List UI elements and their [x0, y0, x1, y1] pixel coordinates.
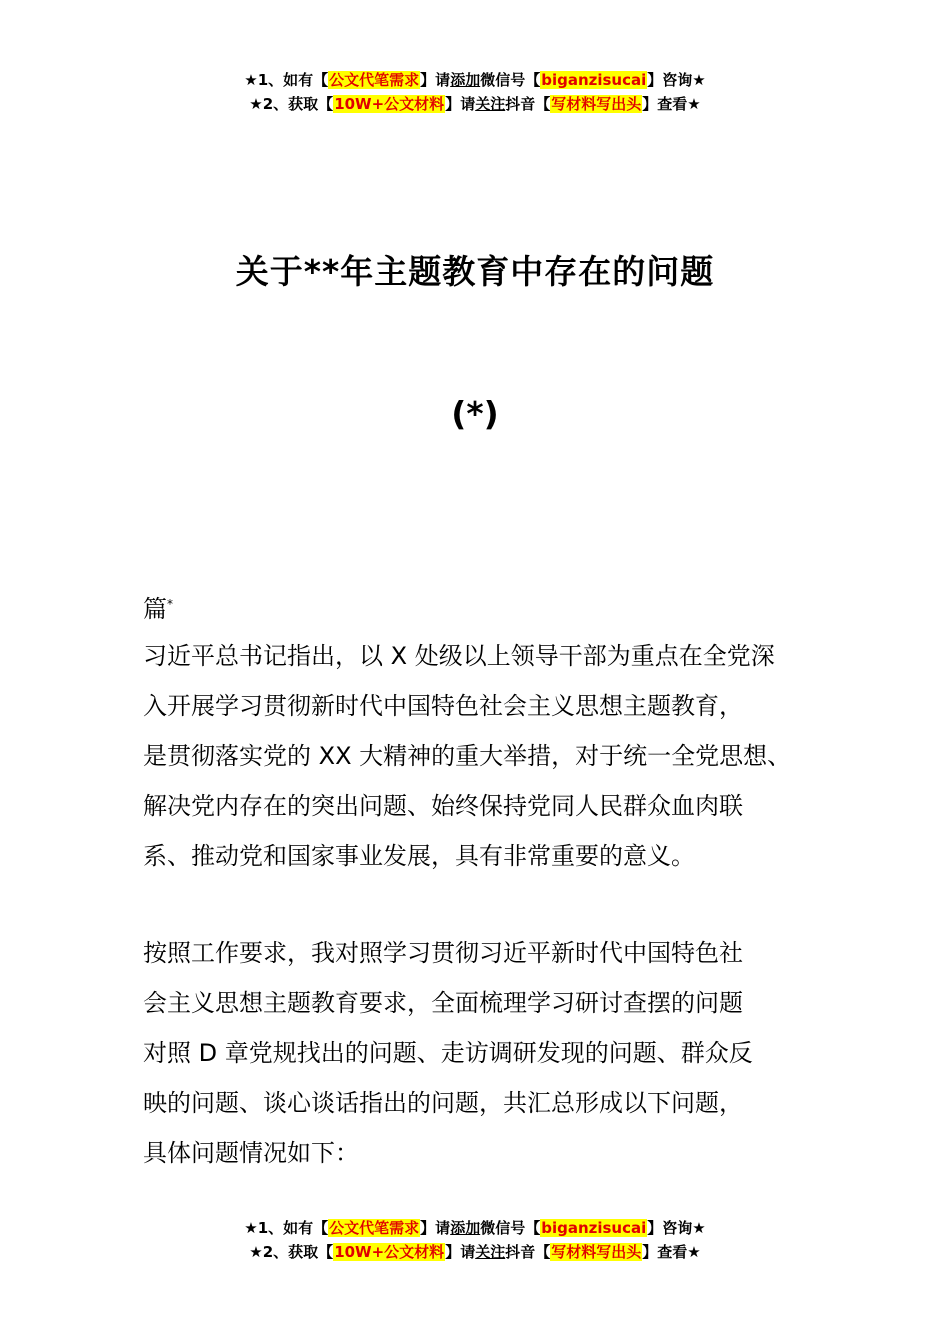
highlight-douyin-id: 写材料写出头: [551, 95, 642, 113]
highlight-service: 公文代笔需求: [329, 1219, 420, 1237]
banner-line-1: ★1、如有【公文代笔需求】请添加微信号【biganzisucai】咨询★: [244, 71, 706, 89]
highlight-douyin-id: 写材料写出头: [551, 1243, 642, 1261]
header-banner: [0, 68, 950, 116]
paragraph-line: 解决党内存在的突出问题、始终保持党同人民群众血肉联: [143, 792, 743, 820]
paragraph-1: [143, 631, 833, 881]
footer-banner: [0, 1216, 950, 1264]
paragraph-line: 按照工作要求，我对照学习贯彻习近平新时代中国特色社: [143, 939, 743, 967]
paragraph-line: 对照 D 章党规找出的问题、走访调研发现的问题、群众反: [143, 1039, 753, 1067]
paragraph-line: 入开展学习贯彻新时代中国特色社会主义思想主题教育，: [143, 692, 743, 720]
paragraph-line: 映的问题、谈心谈话指出的问题，共汇总形成以下问题，: [143, 1089, 743, 1117]
paragraph-2: [143, 928, 833, 1178]
highlight-materials: 10W+公文材料: [334, 1243, 445, 1261]
paragraph-line: 习近平总书记指出，以 X 处级以上领导干部为重点在全党深: [143, 642, 775, 670]
highlight-materials: 10W+公文材料: [334, 95, 445, 113]
highlight-wechat-id: biganzisucai: [541, 71, 647, 89]
highlight-service: 公文代笔需求: [329, 71, 420, 89]
highlight-wechat-id: biganzisucai: [541, 1219, 647, 1237]
paragraph-line: 系、推动党和国家事业发展，具有非常重要的意义。: [143, 842, 695, 870]
document-subtitle: (*): [451, 394, 499, 433]
banner-line-2: ★2、获取【10W+公文材料】请关注抖音【写材料写出头】查看★: [249, 95, 701, 113]
banner-line-2: ★2、获取【10W+公文材料】请关注抖音【写材料写出头】查看★: [249, 1243, 701, 1261]
document-title: 关于**年主题教育中存在的问题: [235, 252, 715, 291]
paragraph-line: 是贯彻落实党的 XX 大精神的重大举措，对于统一全党思想、: [143, 742, 792, 770]
paragraph-line: 会主义思想主题教育要求，全面梳理学习研讨查摆的问题: [143, 989, 743, 1017]
section-label: 篇*: [143, 595, 173, 623]
paragraph-line: 具体问题情况如下：: [143, 1139, 359, 1167]
banner-line-1: ★1、如有【公文代笔需求】请添加微信号【biganzisucai】咨询★: [244, 1219, 706, 1237]
